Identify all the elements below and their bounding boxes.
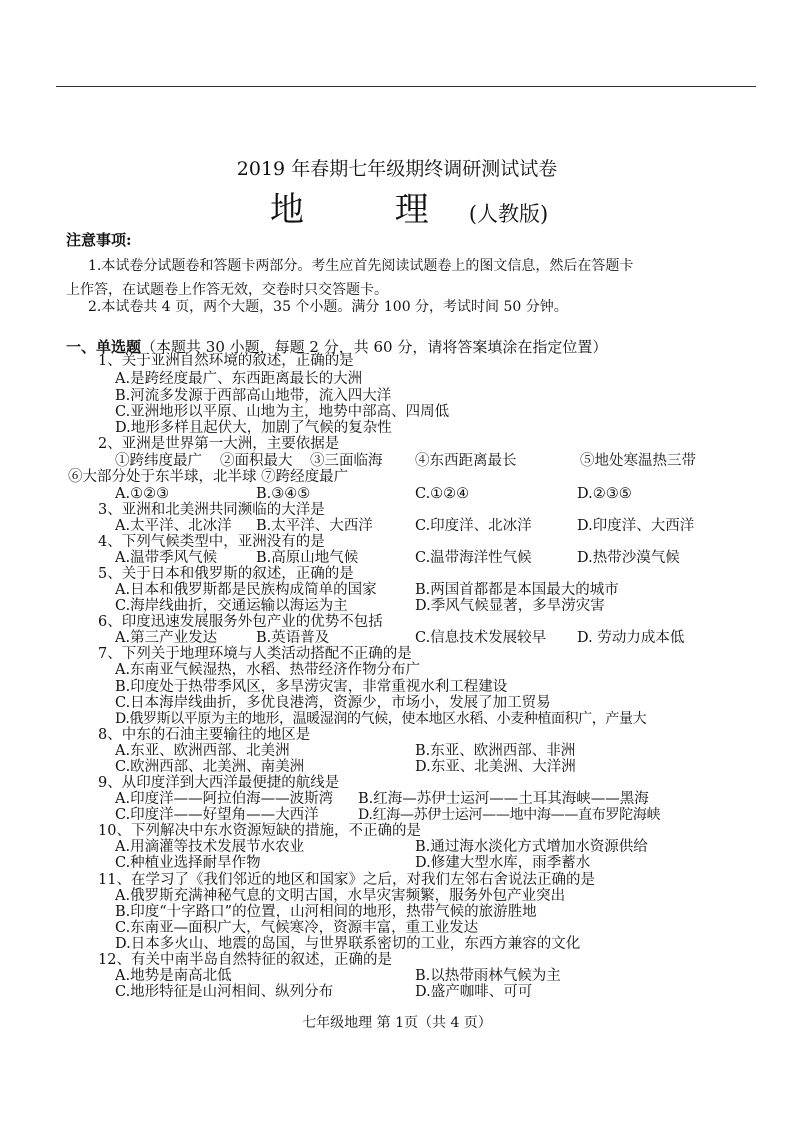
q2-statement-3: ③三面临海 (310, 453, 383, 469)
q9-option-a: A.印度洋——阿拉伯海——波斯湾 (115, 791, 334, 807)
q10-option-d: D.修建大型水库，雨季蓄水 (415, 855, 591, 871)
q5-option-d: D.季风气候显著，多旱涝灾害 (415, 598, 605, 614)
q4-option-b: B.高原山地气候 (256, 550, 359, 566)
section-desc: （本题共 30 小题，每题 2 分，共 60 分，请将答案填涂在指定位置） (141, 338, 608, 356)
question-12: 12、有关中南半岛自然特征的叙述，正确的是 (98, 952, 392, 968)
q6-option-b: B.英语普及 (256, 630, 330, 646)
q2-statement-2: ②面积最大 (220, 453, 293, 469)
q3-option-a: A.太平洋、北冰洋 (115, 518, 232, 534)
top-rule (56, 86, 756, 87)
q1-option-c: C.亚洲地形以平原、山地为主，地势中部高、四周低 (115, 404, 450, 420)
question-6: 6、印度迅速发展服务外包产业的优势不包括 (98, 614, 383, 630)
q2-statement-1: ①跨纬度最广 (115, 453, 202, 469)
question-2: 2、亚洲是世界第一大洲，主要依据是 (98, 436, 340, 452)
section-title: 一、单选题 (66, 338, 142, 356)
q1-option-a: A.是跨经度最广、东西距离最长的大洲 (115, 371, 363, 387)
q9-option-d: D.红海—苏伊士运河——地中海——直布罗陀海峡 (358, 807, 661, 823)
q2-statement-6-7: ⑥大部分处于东半球，北半球 ⑦跨经度最广 (68, 469, 349, 485)
q9-option-c: C.印度洋——好望角——大西洋 (115, 807, 319, 823)
q3-option-b: B.太平洋、大西洋 (256, 518, 373, 534)
q1-option-d: D.地形多样且起伏大，加剧了气候的复杂性 (115, 420, 392, 436)
q2-option-c: C.①②④ (415, 486, 470, 502)
q12-option-d: D.盛产咖啡、可可 (415, 984, 533, 1000)
q4-option-c: C.温带海洋性气候 (415, 550, 532, 566)
q1-option-b: B.河流多发源于西部高山地带，流入四大洋 (115, 388, 392, 404)
q7-option-a: A.东南亚气候湿热，水稻、热带经济作物分布广 (115, 662, 421, 678)
question-11: 11、在学习了《我们邻近的地区和国家》之后，对我们左邻右舍说法正确的是 (98, 872, 595, 888)
q5-option-c: C.海岸线曲折，交通运输以海运为主 (115, 598, 348, 614)
q5-option-b: B.两国首都都是本国最大的城市 (415, 582, 619, 598)
q4-option-a: A.温带季风气候 (115, 550, 218, 566)
q7-option-d: D.俄罗斯以平原为主的地形，温暖湿润的气候，使本地区水稻、小麦种植面积广，产量大 (115, 711, 647, 727)
q8-option-a: A.东亚、欧洲西部、北美洲 (115, 743, 290, 759)
notice-line-1b: 上作答，在试题卷上作答无效，交卷时只交答题卡。 (66, 282, 388, 298)
q6-option-c: C.信息技术发展较早 (415, 630, 547, 646)
question-1: 1、关于亚洲自然环境的叙述，正确的是 (98, 353, 354, 369)
q11-option-a: A.俄罗斯充满神秘气息的文明古国，水旱灾害频繁，服务外包产业突出 (115, 888, 566, 904)
q2-option-b: B.③④⑤ (256, 486, 311, 502)
q7-option-b: B.印度处于热带季风区，多旱涝灾害，非常重视水利工程建设 (115, 679, 508, 695)
q8-option-b: B.东亚、欧洲西部、非洲 (415, 743, 576, 759)
q2-option-d: D.②③⑤ (577, 486, 632, 502)
q2-statement-5: ⑤地处寒温热三带 (580, 453, 696, 469)
q9-option-b: B.红海—苏伊士运河——土耳其海峡——黑海 (358, 791, 649, 807)
q2-option-a: A.①②③ (115, 486, 170, 502)
question-5: 5、关于日本和俄罗斯的叙述，正确的是 (98, 566, 354, 582)
subject-title (270, 190, 549, 230)
q8-option-c: C.欧洲西部、北美洲、南美洲 (115, 759, 305, 775)
q2-statement-4: ④东西距离最长 (415, 453, 517, 469)
question-3: 3、亚洲和北美洲共同濒临的大洋是 (98, 502, 325, 518)
q5-option-a: A.日本和俄罗斯都是民族构成简单的国家 (115, 582, 377, 598)
exam-title: 2019 年春期七年级期终调研测试试卷 (236, 158, 558, 180)
q3-option-d: D.印度洋、大西洋 (577, 518, 695, 534)
q10-option-c: C.种植业选择耐旱作物 (115, 855, 261, 871)
q3-option-c: C.印度洋、北冰洋 (415, 518, 532, 534)
q10-option-a: A.用滴灌等技术发展节水农业 (115, 839, 305, 855)
q11-option-c: C.东南亚—面积广大，气候寒冷，资源丰富，重工业发达 (115, 920, 479, 936)
q6-option-d: D. 劳动力成本低 (577, 630, 685, 646)
question-8: 8、中东的石油主要输往的地区是 (98, 727, 311, 743)
notice-line-2: 2.本试卷共 4 页，两个大题，35 个小题。满分 100 分，考试时间 50 分钟。 (88, 299, 568, 315)
question-4: 4、下列气候类型中，亚洲没有的是 (98, 534, 325, 550)
q8-option-d: D.东亚、北美洲、大洋洲 (415, 759, 576, 775)
page-footer: 七年级地理 第 1页（共 4 页） (302, 1015, 492, 1031)
q12-option-b: B.以热带雨林气候为主 (415, 968, 561, 984)
subject-name: 地 理 (270, 190, 469, 230)
question-7: 7、下列关于地理环境与人类活动搭配不正确的是 (98, 646, 412, 662)
q10-option-b: B.通过海水淡化方式增加水资源供给 (415, 839, 648, 855)
question-9: 9、从印度洋到大西洋最便捷的航线是 (98, 775, 340, 791)
q12-option-a: A.地势是南高北低 (115, 968, 232, 984)
q11-option-b: B.印度“十字路口”的位置，山河相间的地形，热带气候的旅游胜地 (115, 904, 537, 920)
notice-heading: 注意事项: (66, 231, 132, 249)
question-10: 10、下列解决中东水资源短缺的措施，不正确的是 (98, 823, 421, 839)
q7-option-c: C.日本海岸线曲折，多优良港湾，资源少，市场小，发展了加工贸易 (115, 695, 551, 711)
q6-option-a: A.第三产业发达 (115, 630, 218, 646)
edition-label: (人教版) (468, 202, 549, 226)
q11-option-d: D.日本多火山、地震的岛国，与世界联系密切的工业，东西方兼容的文化 (115, 936, 581, 952)
q4-option-d: D.热带沙漠气候 (577, 550, 680, 566)
notice-line-1: 1.本试卷分试题卷和答题卡两部分。考生应首先阅读试题卷上的图文信息，然后在答题卡 (88, 258, 634, 274)
q12-option-c: C.地形特征是山河相间、纵列分布 (115, 984, 334, 1000)
